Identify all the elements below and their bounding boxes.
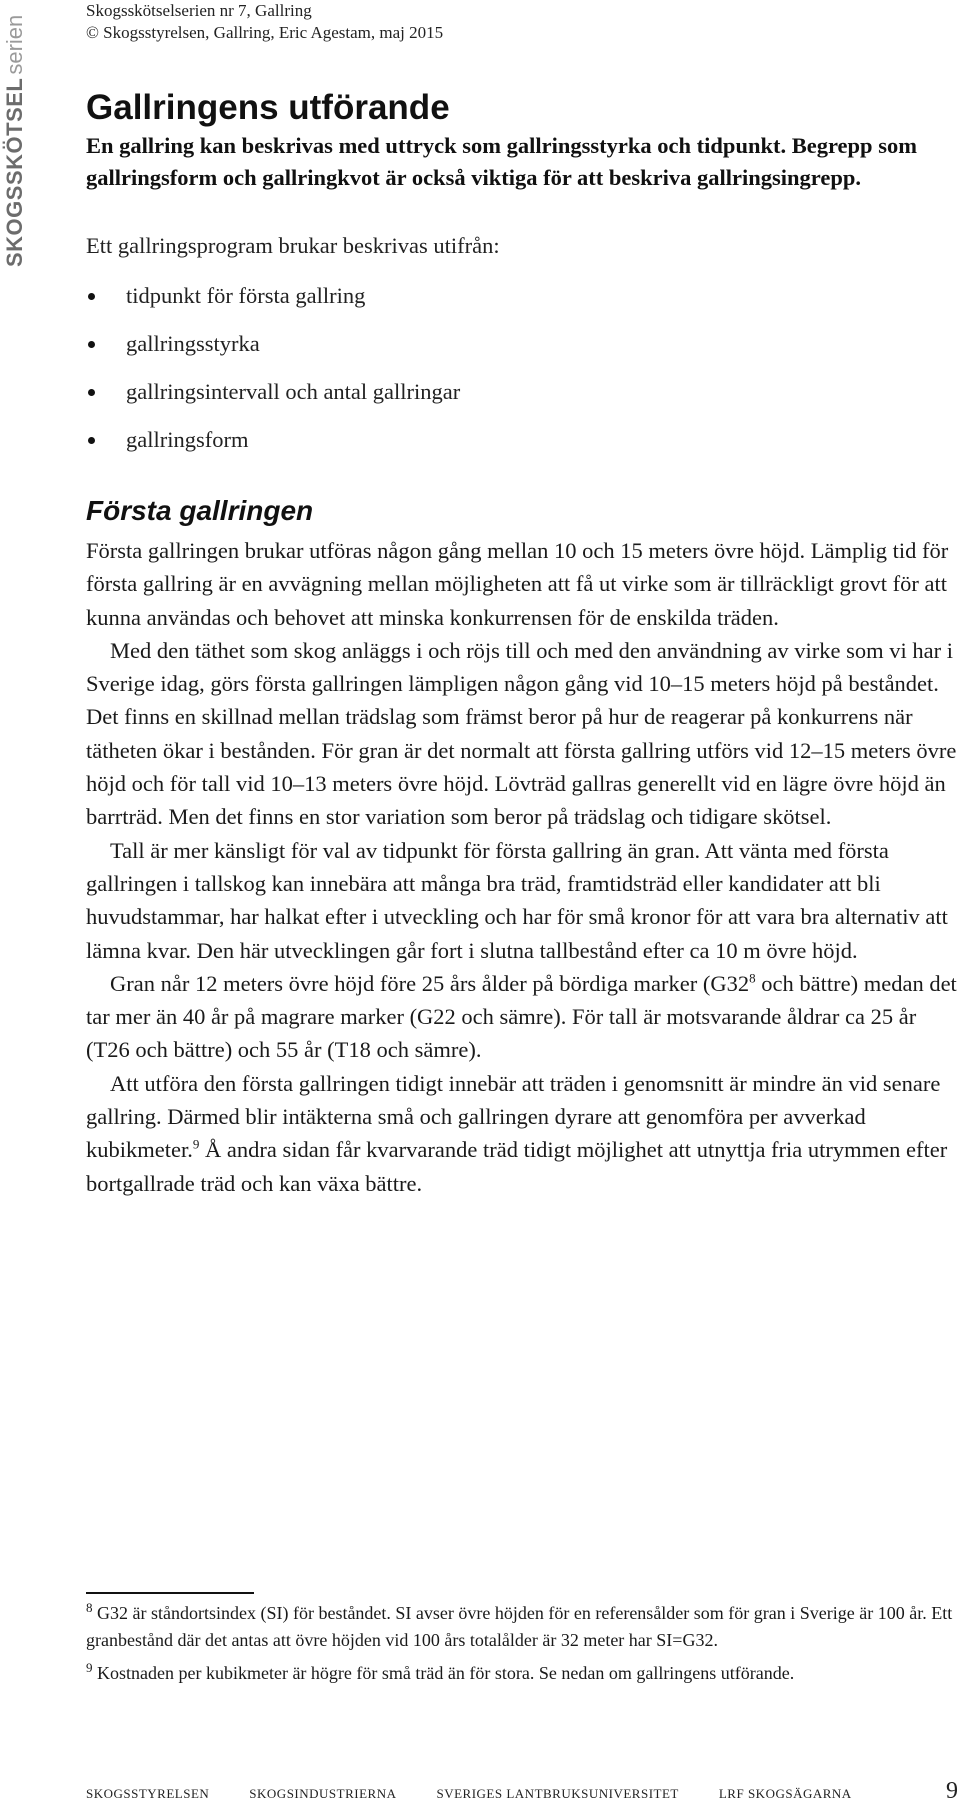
- paragraph-2: Med den täthet som skog anläggs i och röjs till och med den användning av virke som vi har i Sverige idag, görs första gallringen lämpligen någon gång vid 10–15 meters höjd på beståndet. Det finns en skillnad mellan trädslag som främst beror på hur de reagerar på konkurrens när tätheten ökar i bestånden. För gran är det normalt att första gallring utförs vid 12–15 meters övre höjd och för tall vid 10–13 meters övre höjd. Lövträd gallras generellt vid en lägre övre höjd än barrträd. Men det finns en stor variation som beror på trädslag och tidigare skötsel.: [86, 637, 957, 830]
- list-item: tidpunkt för första gallring: [86, 280, 958, 312]
- series-logo: [2, 14, 28, 270]
- bullet-icon: [88, 437, 95, 444]
- bullet-icon: [88, 389, 95, 396]
- footer-org: SKOGSINDUSTRIERNA: [249, 1786, 397, 1801]
- lead-paragraph: En gallring kan beskrivas med uttryck som gallringsstyrka och tidpunkt. Begrepp som gallringsform och gallringkvot är också viktiga för att beskriva gallringsingrepp.: [86, 133, 917, 190]
- page-number: 9: [946, 1778, 958, 1804]
- footnotes: [86, 1600, 958, 1693]
- paragraph-3: Tall är mer känsligt för val av tidpunkt för första gallring än gran. Att vänta med första gallringen i tallskog kan innebära att många bra träd, framtidsträd eller kandidater att bli huvudstammar, har halkat efter i utveckling och har för små kronor för att vara bra alternativ att lämna kvar. Den här utvecklingen går fort i slutna tallbestånd efter ca 10 m övre höjd.: [86, 837, 948, 963]
- main-content: [86, 88, 958, 1200]
- page-title: Gallringens utförande: [86, 88, 450, 127]
- footer-org: SKOGSSTYRELSEN: [86, 1786, 210, 1801]
- bullet-icon: [88, 293, 95, 300]
- paragraph-1: Första gallringen brukar utföras någon gång mellan 10 och 15 meters övre höjd. Lämplig tid för första gallring är en avvägning mellan möjligheten att få ut virke som är tillräckligt grovt för att kunna användas och behovet att minska konkurrensen för de enskilda träden.: [86, 538, 949, 630]
- page-footer: [86, 1778, 958, 1805]
- header-series: Skogsskötselserien nr 7, Gallring: [86, 1, 312, 20]
- paragraph-5: Att utföra den första gallringen tidigt innebär att träden i genomsnitt är mindre än vid senare gallring. Därmed blir intäkterna små och gallringen dyrare att genomföra per avverkad kubikmeter.$^9$ Å andra sidan får kvarvarande träd tidigt möjlighet att utnyttja fria utrymmen efter bortgallrade träd och kan växa bättre.: [86, 1070, 948, 1196]
- paragraph-4: Gran når 12 meters övre höjd före 25 års ålder på bördiga marker ($G32^8$ och bättre) medan det tar mer än 40 år på magrare marker (G22 och sämre). För tall är motsvarande åldrar ca 25 år (T26 och bättre) och 55 år (T18 och sämre).: [86, 970, 957, 1063]
- bullet-icon: [88, 341, 95, 348]
- footnote-ref-9[interactable]: 9: [192, 1136, 200, 1152]
- footnote-divider: [86, 1592, 254, 1594]
- intro-text: Ett gallringsprogram brukar beskrivas utifrån:: [86, 233, 500, 258]
- header-copyright: © Skogsstyrelsen, Gallring, Eric Agestam, maj 2015: [86, 23, 444, 42]
- logo-strong-text: SKOGSSKÖTSEL: [2, 77, 27, 267]
- footnote-9: $^9$ Kostnaden per kubikmeter är högre för små träd än för stora. Se nedan om gallringens utförande.: [86, 1660, 795, 1683]
- list-item: gallringsintervall och antal gallringar: [86, 376, 958, 408]
- list-item: gallringsstyrka: [86, 328, 958, 360]
- bullet-list: [86, 280, 958, 456]
- footer-org: SVERIGES LANTBRUKSUNIVERSITET: [436, 1786, 679, 1801]
- page-header: [86, 0, 443, 44]
- section-title: Första gallringen: [86, 495, 314, 526]
- footnote-8: $^8$ G32 är ståndortsindex (SI) för beståndet. SI avser övre höjden för en referensålder som för gran i Sverige är 100 år. Ett granbestånd där det antas att övre höjden vid 100 års totalålder är 32 meter har SI=G32.: [86, 1600, 953, 1650]
- footnote-ref-8[interactable]: 8: [749, 970, 756, 986]
- logo-light-text: serien: [2, 14, 27, 75]
- footer-org: LRF SKOGSÄGARNA: [718, 1786, 852, 1801]
- list-item: gallringsform: [86, 424, 958, 456]
